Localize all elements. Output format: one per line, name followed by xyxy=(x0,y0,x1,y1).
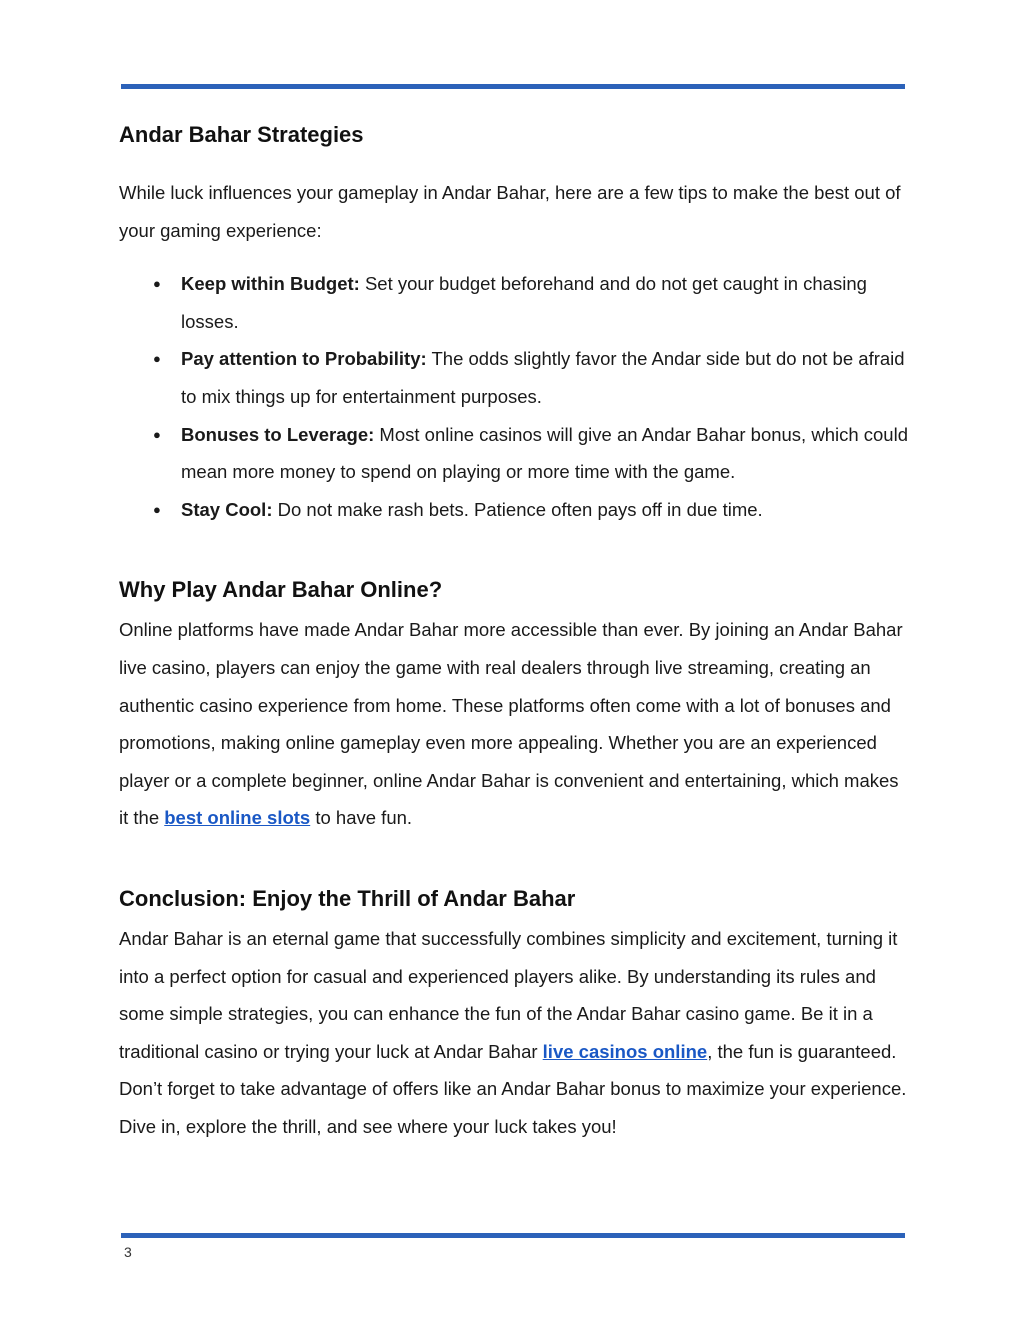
conclusion-paragraph xyxy=(119,920,909,1146)
tip-label: Bonuses to Leverage: xyxy=(181,423,375,445)
tip-text: Set your budget beforehand and do not get caught in chasing losses. xyxy=(181,273,867,332)
list-item xyxy=(119,340,909,415)
tip-text: The odds slightly favor the Andar side but do not be afraid to mix things up for entertainment purposes. xyxy=(181,348,905,407)
bottom-divider xyxy=(121,1233,905,1238)
tip-label: Pay attention to Probability: xyxy=(181,348,427,370)
section-heading-conclusion: Conclusion: Enjoy the Thrill of Andar Bahar xyxy=(119,885,576,911)
tips-list xyxy=(119,265,909,528)
section-heading-why: Why Play Andar Bahar Online? xyxy=(119,577,443,603)
tip-label: Keep within Budget: xyxy=(181,273,360,295)
list-item xyxy=(119,491,909,529)
conclusion-text-after: , the fun is guaranteed. Don’t forget to take advantage of offers like an Andar Bahar bonus to maximize your experience. Dive in, explore the thrill, and see where your luck takes you! xyxy=(119,1040,907,1137)
page-number: 3 xyxy=(124,1244,132,1260)
why-paragraph xyxy=(119,611,909,837)
page-content xyxy=(119,116,909,1145)
why-text-before: Online platforms have made Andar Bahar more accessible than ever. By joining an Andar Bahar live casino, players can enjoy the game with real dealers through live streaming, creating an authentic casino experience from home. These platforms often come with a lot of bonuses and promotions, making online gameplay even more appealing. Whether you are an experienced player or a complete beginner, online Andar Bahar is convenient and entertaining, which makes it the xyxy=(119,619,903,829)
section-heading-strategies: Andar Bahar Strategies xyxy=(119,122,364,147)
list-item xyxy=(119,416,909,491)
live-casinos-online-link[interactable]: live casinos online xyxy=(542,1040,708,1062)
list-item xyxy=(119,265,909,340)
best-online-slots-link[interactable]: best online slots xyxy=(164,807,311,829)
top-divider xyxy=(121,84,905,89)
tip-label: Stay Cool: xyxy=(181,498,273,520)
strategies-intro: While luck influences your gameplay in Andar Bahar, here are a few tips to make the best out of your gaming experience: xyxy=(119,182,901,241)
tip-text: Most online casinos will give an Andar Bahar bonus, which could mean more money to spend on playing or more time with the game. xyxy=(181,423,908,483)
tip-text: Do not make rash bets. Patience often pays off in due time. xyxy=(272,498,763,520)
why-text-after: to have fun. xyxy=(310,807,413,829)
conclusion-text-before: Andar Bahar is an eternal game that successfully combines simplicity and excitement, turning it into a perfect option for casual and experienced players alike. By understanding its rules and some simple strategies, you can enhance the fun of the Andar Bahar casino game. Be it in a traditional casino or trying your luck at Andar Bahar xyxy=(119,927,898,1062)
